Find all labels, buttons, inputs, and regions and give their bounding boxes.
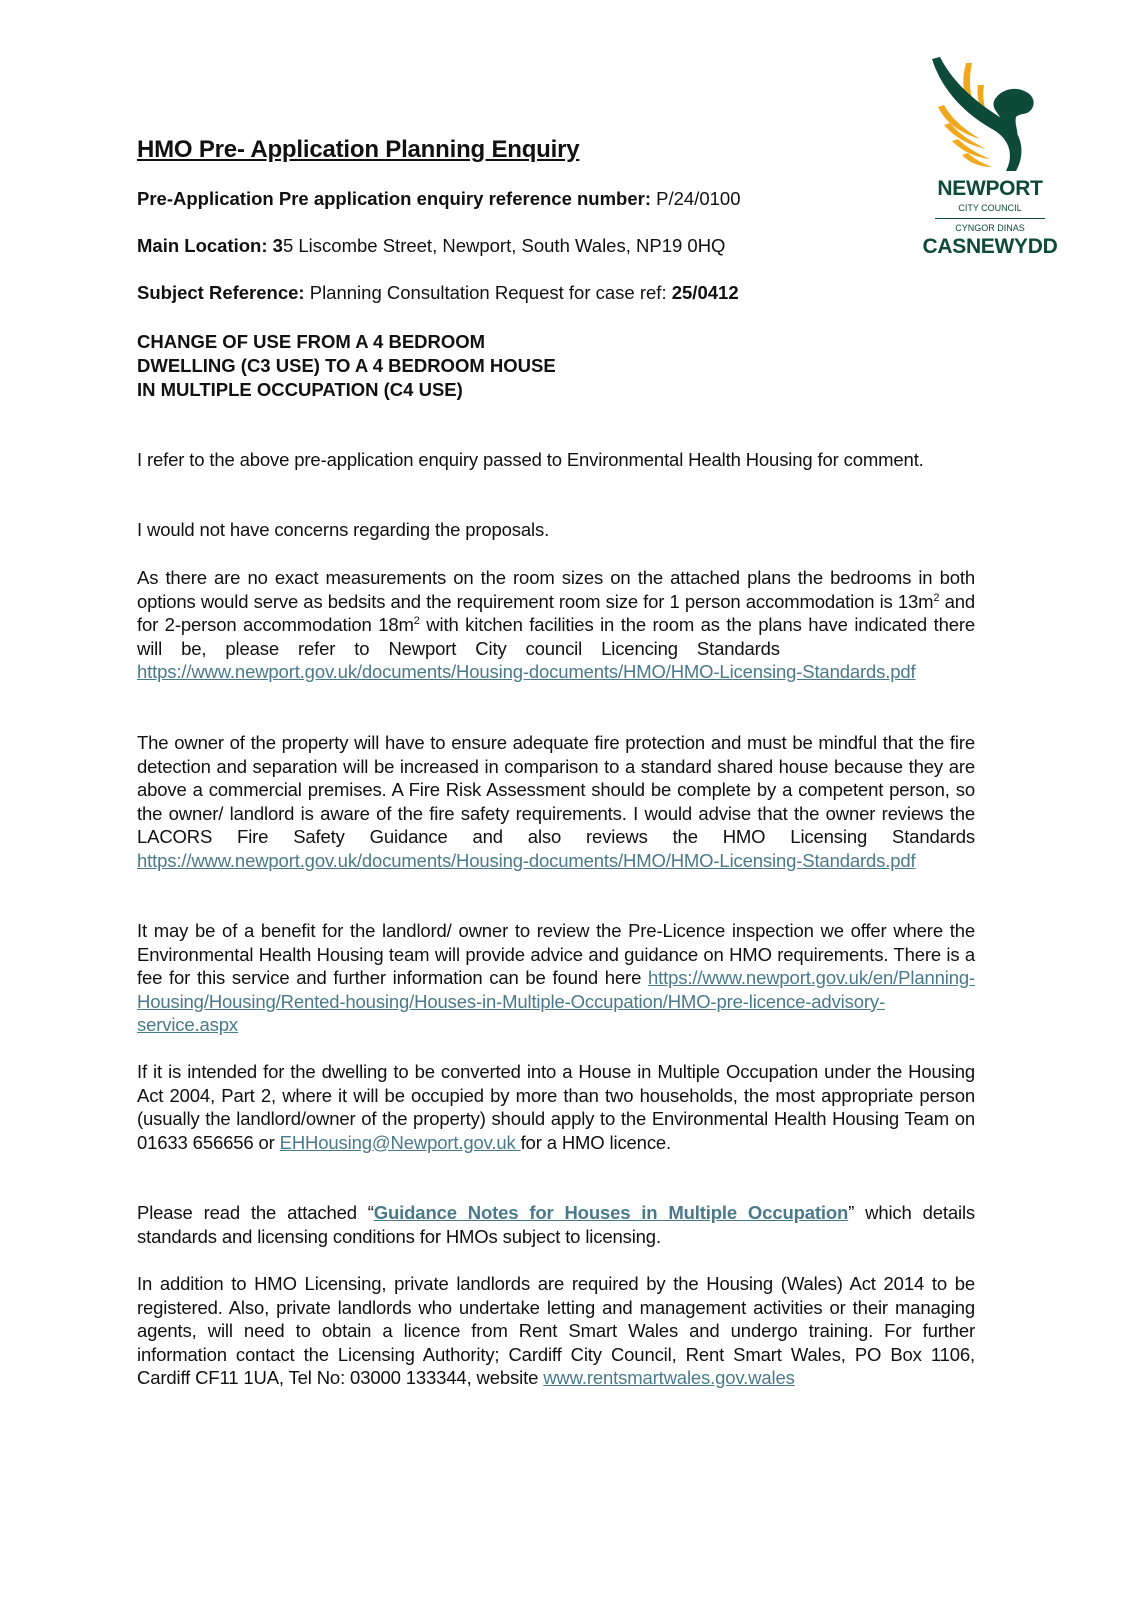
subject-value: Planning Consultation Request for case ref: <box>309 282 667 303</box>
rent-smart-wales-text: In addition to HMO Licensing, private landlords are required by the Housing (Wales) Act 2014 to be registered. Also, private landlords who undertake letting and management activities or their managing agents, will need to obtain a licence from Rent Smart Wales and undergo training. For further information contact the Licensing Authority; Cardiff City Council, Rent Smart Wales, PO Box 1106, Cardiff CF11 1UA, Tel No: 03000 133344, website <box>137 1273 975 1388</box>
reference-number-line <box>137 188 741 210</box>
location-value: 5 Liscombe Street, Newport, South Wales, NP19 0HQ <box>282 235 726 256</box>
logo-text-casnewydd: CASNEWYDD <box>922 235 1058 258</box>
newport-city-council-logo <box>905 55 1075 265</box>
guidance-text-a: Please read the attached “ <box>137 1202 374 1223</box>
subject-reference-line <box>137 282 739 304</box>
superscript: 2 <box>933 591 940 604</box>
logo-text-newport: NEWPORT <box>937 177 1043 200</box>
fire-protection-text: The owner of the property will have to ensure adequate fire protection and must be mindful that the fire detection and separation will be increased in comparison to a standard shared house because they are above a commercial premises. A Fire Risk Assessment should be complete by a competent person, so the owner/ landlord is aware of the fire safety requirements. I would advise that the owner reviews the LACORS Fire Safety Guidance and also reviews the HMO Licensing Standards <box>137 732 975 847</box>
reference-value: P/24/0100 <box>656 188 741 209</box>
licensing-standards-link-2[interactable]: https://www.newport.gov.uk/documents/Housing-documents/HMO/HMO-Licensing-Standards.pdf <box>137 849 916 871</box>
location-value-bold: 3 <box>272 235 283 256</box>
page-title: HMO Pre- Application Planning Enquiry <box>137 136 580 163</box>
pre-licence-advisory-link[interactable]: https://www.newport.gov.uk/en/Planning-Housing/Housing/Rented-housing/Houses-in-Multiple-Occupation/HMO-pre-licence-advisory-service.aspx <box>137 967 975 1035</box>
superscript: 2 <box>413 614 420 627</box>
logo-text-city-council: CITY COUNCIL <box>958 203 1022 213</box>
licensing-standards-link[interactable]: https://www.newport.gov.uk/documents/Housing-documents/HMO/HMO-Licensing-Standards.pdf <box>137 661 916 682</box>
location-label: Main Location: <box>137 235 268 256</box>
room-sizes-text-b: and for 2-person accommodation 18m <box>137 590 975 635</box>
hmo-application-text-b: for a HMO licence. <box>520 1131 672 1153</box>
change-of-use-heading: CHANGE OF USE FROM A 4 BEDROOM DWELLING (C3 USE) TO A 4 BEDROOM HOUSE IN MULTIPLE OCCUPATION (C4 USE) <box>137 331 556 400</box>
pre-licence-text: It may be of a benefit for the landlord/ owner to review the Pre-Licence inspection we offer where the Environmental Health Housing team will provide advice and guidance on HMO requirements. There is a fee for this service and further information can be found here <box>137 920 975 988</box>
rent-smart-wales-link[interactable]: www.rentsmartwales.gov.wales <box>543 1367 795 1388</box>
main-location-line <box>137 235 725 257</box>
paragraph-pre-licence <box>137 919 975 1037</box>
hmo-application-text-a: If it is intended for the dwelling to be converted into a House in Multiple Occupation under the Housing Act 2004, Part 2, where it will be occupied by more than two households, the most appropriate person (usually the landlord/owner of the property) should apply to the Environmental Health Housing Team on 01633 656656 or <box>137 1061 975 1153</box>
case-ref: 25/0412 <box>671 282 739 303</box>
room-sizes-text-a: As there are no exact measurements on the room sizes on the attached plans the bedrooms in both options would serve as bedsits and the requirement room size for 1 person accommodation is 13m <box>137 567 975 612</box>
paragraph-rent-smart-wales <box>137 1272 975 1390</box>
room-sizes-text-c: with kitchen facilities in the room as the plans have indicated there will be, please refer to Newport City council Licencing Standards <box>137 614 975 659</box>
logo-text-cyngor-dinas: CYNGOR DINAS <box>955 223 1025 233</box>
subject-label: Subject Reference: <box>137 282 305 303</box>
reference-label: Pre-Application Pre application enquiry reference number: <box>137 188 652 209</box>
guidance-text-b: ” which details standards and licensing conditions for HMOs subject to licensing. <box>137 1202 976 1247</box>
eh-housing-email-link[interactable]: EHHousing@Newport.gov.uk <box>279 1131 521 1153</box>
logo-divider <box>935 218 1045 219</box>
paragraph-no-concerns: I would not have concerns regarding the proposals. <box>137 519 550 540</box>
dragon-wing-icon <box>930 55 1040 173</box>
paragraph-referral: I refer to the above pre-application enquiry passed to Environmental Health Housing for comment. <box>137 449 924 470</box>
paragraph-hmo-licence-application <box>137 1060 975 1154</box>
paragraph-fire-protection <box>137 731 975 872</box>
guidance-notes-link[interactable]: Guidance Notes for Houses in Multiple Occupation <box>373 1202 849 1223</box>
paragraph-room-sizes <box>137 566 975 684</box>
paragraph-guidance-notes <box>137 1201 975 1248</box>
